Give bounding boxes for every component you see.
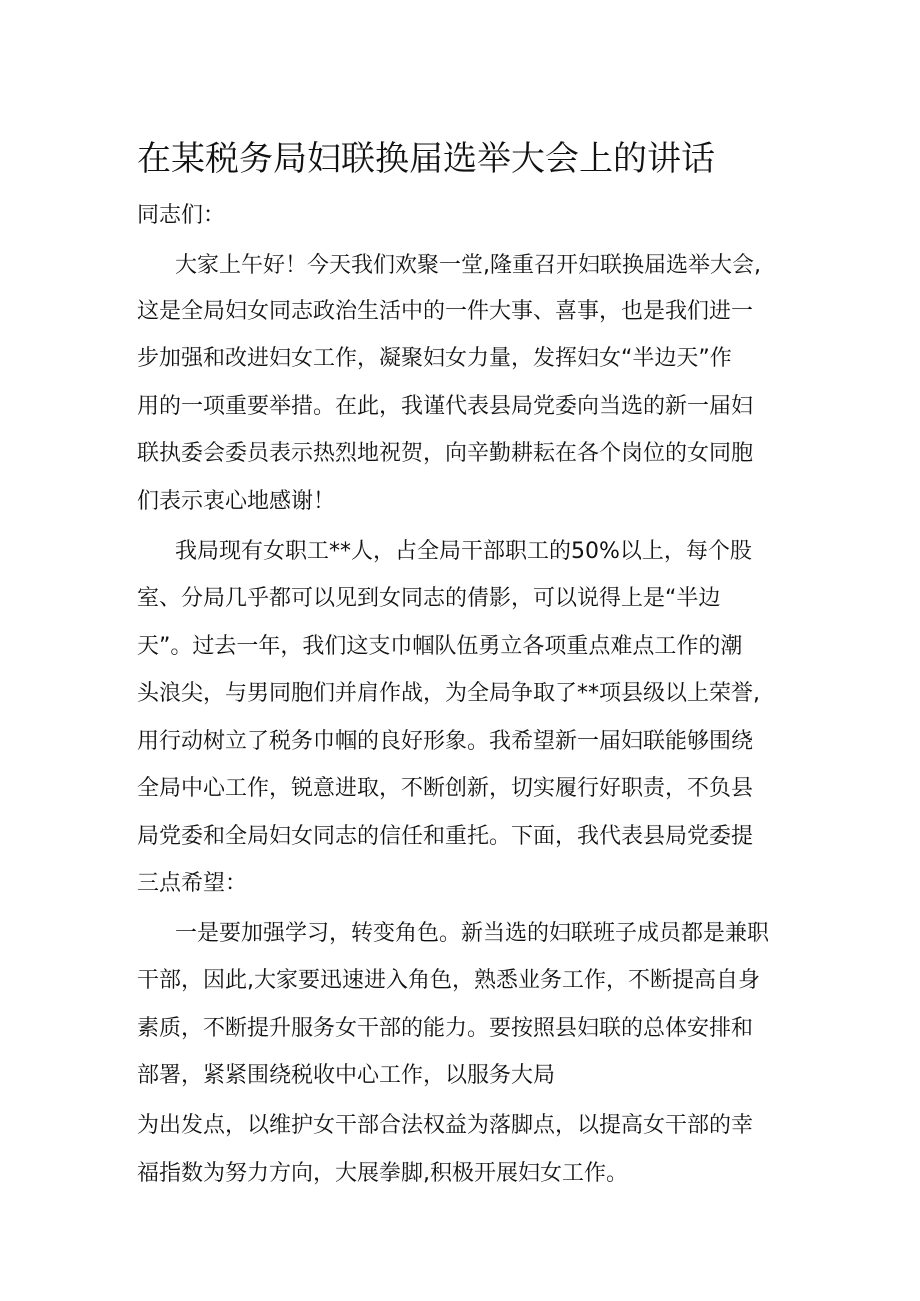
paragraph-1-line-6: 们表示衷心地感谢！ [137, 489, 336, 514]
paragraph-1-line-3: 步加强和改进妇女工作，凝聚妇女力量，发挥妇女“半边天”作 [137, 346, 732, 371]
paragraph-2-line-3: 天”。过去一年，我们这支巾帼队伍勇立各项重点难点工作的潮 [137, 634, 743, 659]
document-title: 在某税务局妇联换届选举大会上的讲话 [137, 139, 715, 179]
paragraph-3-line-6: 福指数为努力方向，大展拳脚,积极开展妇女工作。 [137, 1161, 628, 1186]
paragraph-2-line-8: 三点希望： [137, 871, 248, 896]
paragraph-3-line-2: 干部，因此,大家要迅速进入角色，熟悉业务工作，不断提高自身 [137, 968, 760, 993]
paragraph-3-line-4: 部署，紧紧围绕税收中心工作，以服务大局 [137, 1063, 556, 1088]
paragraph-2-line-1: 我局现有女职工**人，占全局干部职工的50%以上，每个股 [175, 539, 752, 564]
paragraph-2-line-5: 用行动树立了税务巾帼的良好形象。我希望新一届妇联能够围绕 [137, 729, 754, 754]
paragraph-2-line-6: 全局中心工作，锐意进取，不断创新，切实履行好职责，不负县 [137, 776, 754, 801]
paragraph-1-line-2: 这是全局妇女同志政治生活中的一件大事、喜事，也是我们进一 [137, 299, 754, 324]
paragraph-3-line-1: 一是要加强学习，转变角色。新当选的妇联班子成员都是兼职 [175, 921, 770, 946]
paragraph-3-line-3: 素质，不断提升服务女干部的能力。要按照县妇联的总体安排和 [137, 1016, 754, 1041]
paragraph-1-line-1: 大家上午好！今天我们欢聚一堂,隆重召开妇联换届选举大会, [175, 253, 761, 278]
paragraph-2-line-4: 头浪尖，与男同胞们并肩作战，为全局争取了**项县级以上荣誉, [137, 681, 760, 706]
paragraph-2-line-2: 室、分局几乎都可以见到女同志的倩影，可以说得上是“半边 [137, 586, 721, 611]
salutation: 同志们： [137, 203, 226, 228]
paragraph-2-line-7: 局党委和全局妇女同志的信任和重托。下面，我代表县局党委提 [137, 824, 754, 849]
paragraph-1-line-5: 联执委会委员表示热烈地祝贺，向辛勤耕耘在各个岗位的女同胞 [137, 441, 754, 466]
paragraph-1-line-4: 用的一项重要举措。在此，我谨代表县局党委向当选的新一届妇 [137, 394, 754, 419]
paragraph-3-line-5: 为出发点，以维护女干部合法权益为落脚点，以提高女干部的幸 [137, 1113, 754, 1138]
